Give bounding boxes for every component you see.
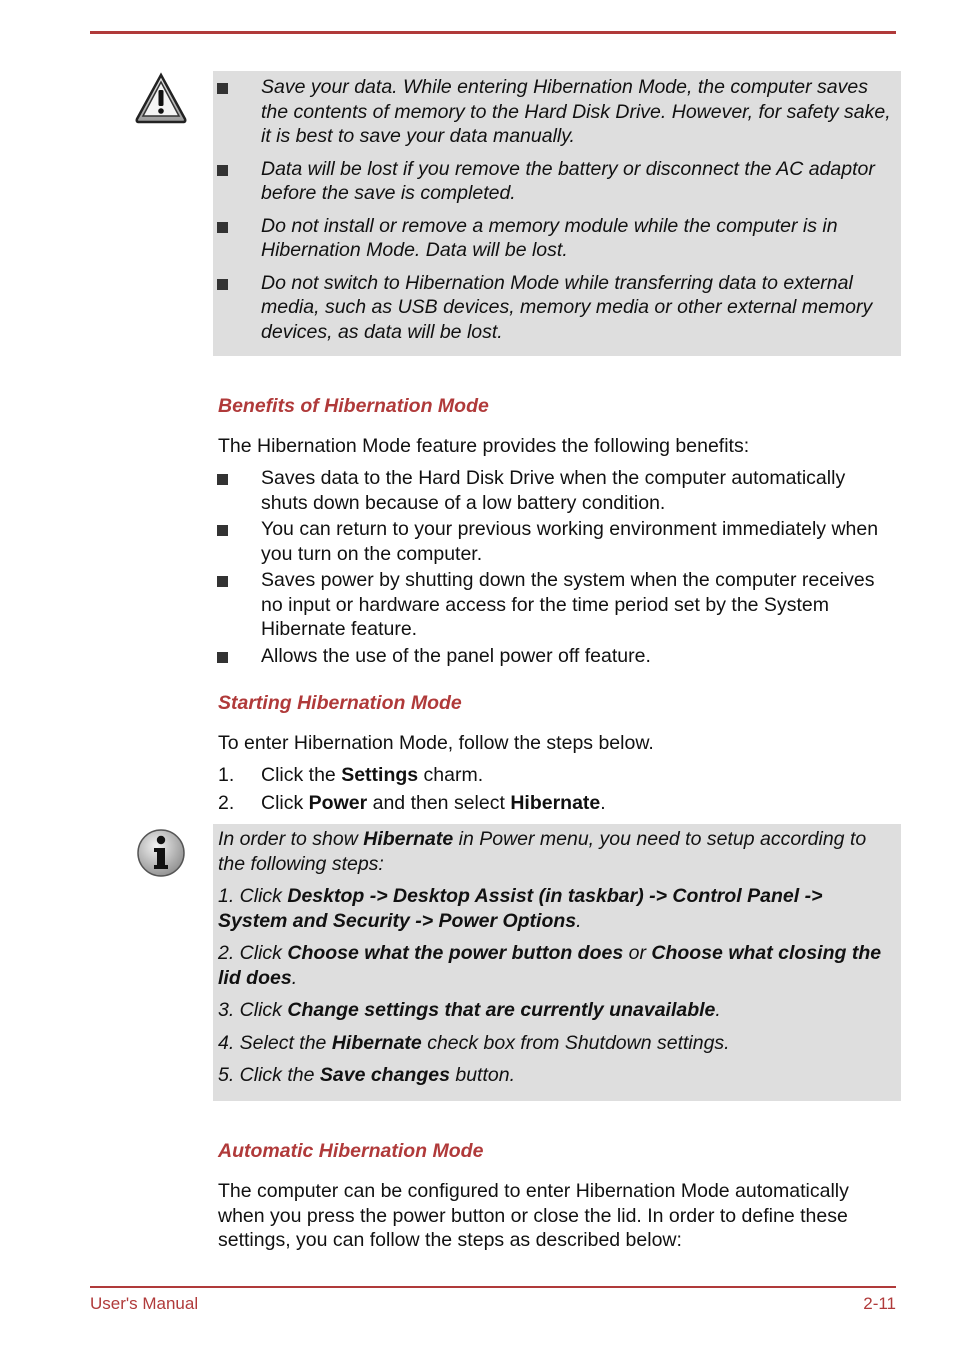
info-icon <box>135 827 187 879</box>
list-item: Do not switch to Hibernation Mode while transferring data to external media, such as USB devices, memory media or other external memory devices, as data will be lost. <box>213 271 895 345</box>
bullet-square-icon <box>217 525 228 536</box>
benefits-list <box>213 466 893 670</box>
note-intro: In order to show Hibernate in Power menu, you need to setup according to the following steps: <box>218 828 867 875</box>
list-item: Allows the use of the panel power off feature. <box>213 644 893 669</box>
note-step: 4. Select the Hibernate check box from Shutdown settings. <box>218 1031 730 1054</box>
warning-triangle-icon <box>135 72 187 124</box>
starting-intro: To enter Hibernation Mode, follow the steps below. <box>218 732 654 754</box>
section-heading-automatic: Automatic Hibernation Mode <box>218 1140 484 1162</box>
page-number: 2-11 <box>863 1294 896 1313</box>
bullet-square-icon <box>217 222 228 233</box>
header-rule <box>90 31 896 34</box>
step-item: 1. Click the Settings charm. <box>218 764 484 786</box>
list-item: You can return to your previous working environment immediately when you turn on the computer. <box>213 517 893 566</box>
bullet-square-icon <box>217 279 228 290</box>
footer-rule <box>90 1286 896 1288</box>
note-step: 2. Click Choose what the power button does or Choose what closing the lid does. <box>218 942 882 989</box>
note-box <box>213 824 901 1101</box>
step-item: 2. Click Power and then select Hibernate. <box>218 791 606 814</box>
benefits-intro: The Hibernation Mode feature provides the following benefits: <box>218 435 750 457</box>
bullet-square-icon <box>217 165 228 176</box>
section-heading-starting: Starting Hibernation Mode <box>218 692 462 714</box>
note-step: 1. Click Desktop -> Desktop Assist (in taskbar) -> Control Panel -> System and Security -> Power Options. <box>218 885 823 932</box>
list-item: Saves power by shutting down the system when the computer receives no input or hardware access for the time period set by the System Hibernate feature. <box>213 568 893 642</box>
list-item: Saves data to the Hard Disk Drive when the computer automatically shuts down because of a low battery condition. <box>213 466 893 515</box>
bullet-square-icon <box>217 576 228 587</box>
warning-list <box>213 75 895 344</box>
list-item: Do not install or remove a memory module while the computer is in Hibernation Mode. Data will be lost. <box>213 214 895 263</box>
warning-box <box>213 71 901 356</box>
steps-list <box>218 763 898 818</box>
bullet-square-icon <box>217 474 228 485</box>
note-step: 5. Click the Save changes button. <box>218 1064 516 1086</box>
footer-title: User's Manual <box>90 1294 199 1313</box>
automatic-text: The computer can be configured to enter Hibernation Mode automatically when you press the power button or close the lid. In order to define these settings, you can follow the steps as described below: <box>218 1180 849 1251</box>
bullet-square-icon <box>217 652 228 663</box>
bullet-square-icon <box>217 83 228 94</box>
list-item: Data will be lost if you remove the battery or disconnect the AC adaptor before the save is completed. <box>213 157 895 206</box>
list-item: Save your data. While entering Hibernation Mode, the computer saves the contents of memory to the Hard Disk Drive. However, for safety sake, it is best to save your data manually. <box>213 75 895 149</box>
note-step: 3. Click Change settings that are currently unavailable. <box>218 999 721 1021</box>
section-heading-benefits: Benefits of Hibernation Mode <box>218 395 489 417</box>
